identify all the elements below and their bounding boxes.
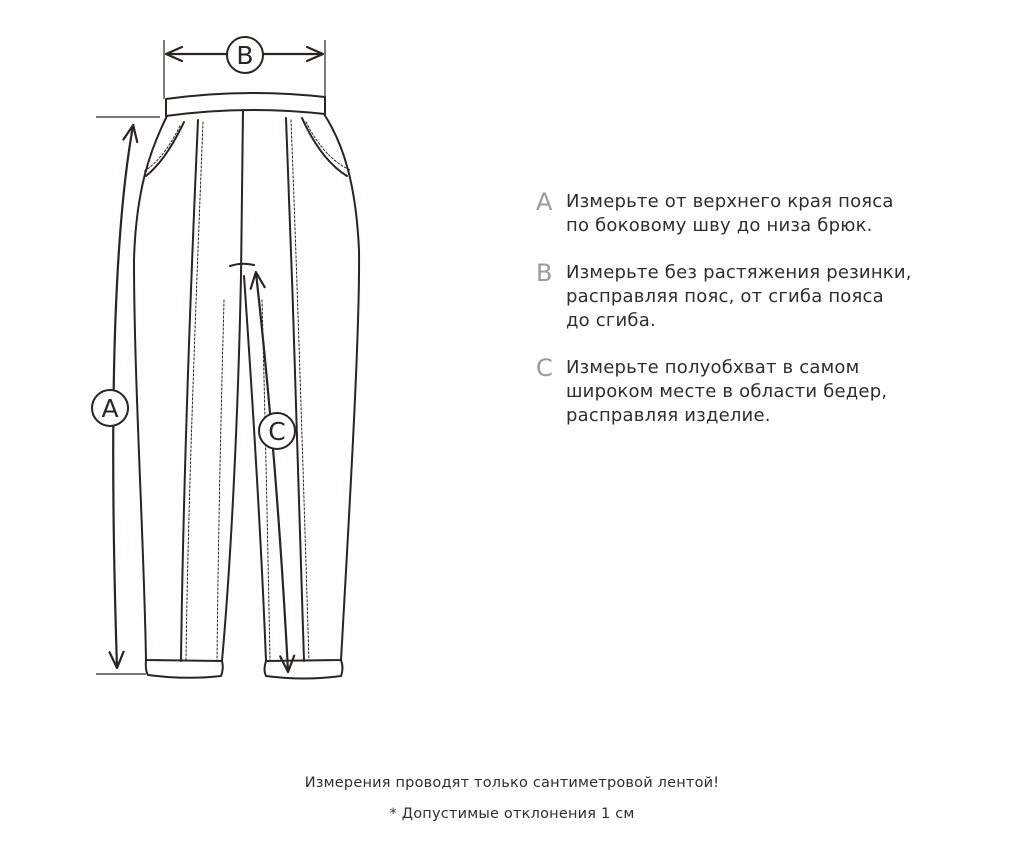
instruction-c (536, 356, 996, 428)
c-arrow (256, 273, 288, 671)
measurement-b (164, 37, 325, 99)
instruction-a (536, 190, 996, 238)
instruction-line: Измерьте полуобхват в самом (566, 357, 860, 378)
instruction-line: Измерьте без растяжения резинки, (566, 262, 912, 283)
footer-tolerance: * Допустимые отклонения 1 см (389, 806, 635, 822)
b-marker-label: B (236, 41, 254, 70)
instruction-c-text (566, 356, 887, 428)
instruction-line: широком месте в области бедер, (566, 381, 888, 402)
measurement-a (92, 117, 160, 674)
right-crease (286, 118, 304, 661)
instruction-line: расправляя изделие. (566, 405, 771, 426)
waistband (166, 93, 325, 116)
right-cuff (265, 660, 343, 679)
instruction-b (536, 261, 996, 333)
instruction-b-text (566, 261, 912, 333)
instruction-a-text (566, 190, 894, 238)
measurement-instructions (536, 190, 996, 451)
instruction-line: по боковому шву до низа брюк. (566, 215, 873, 236)
instruction-a-letter: A (536, 188, 553, 216)
instruction-line: расправляя пояс, от сгиба пояса (566, 286, 884, 307)
footer-note: Измерения проводят только сантиметровой лентой! (304, 775, 720, 791)
left-crease (181, 120, 198, 661)
c-marker-label: C (268, 417, 286, 446)
a-marker-label: A (101, 394, 119, 423)
measurement-c (256, 273, 295, 671)
instruction-line: Измерьте от верхнего края пояса (566, 191, 894, 212)
instruction-b-letter: B (536, 259, 553, 287)
pants-outline (134, 93, 359, 679)
instruction-c-letter: C (536, 354, 553, 382)
left-cuff (146, 660, 223, 678)
instruction-line: до сгиба. (566, 310, 656, 331)
